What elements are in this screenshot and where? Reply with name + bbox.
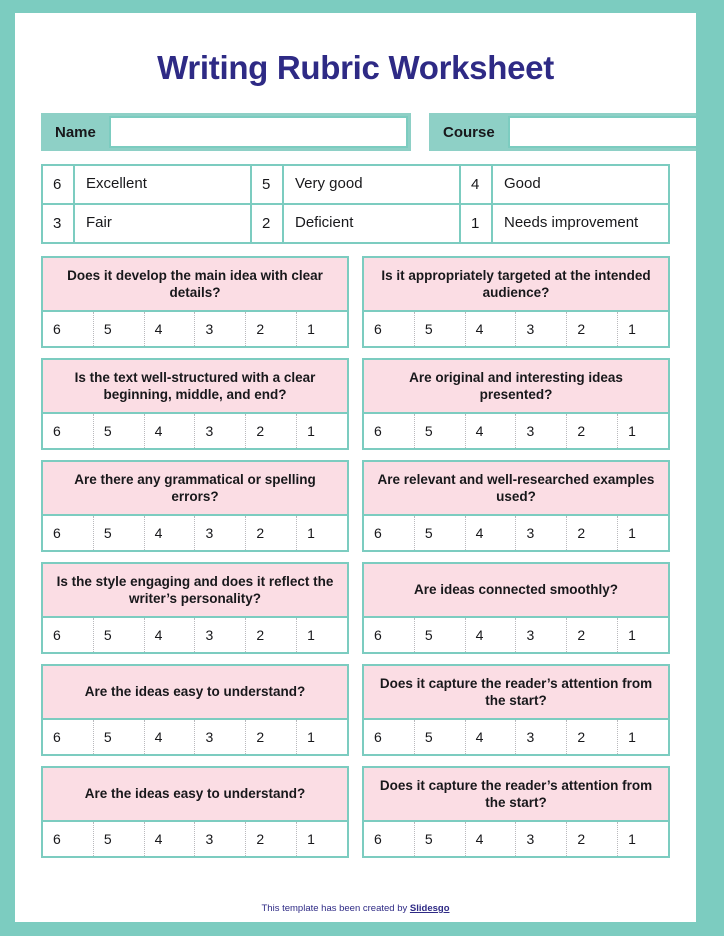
scale-score: 3 bbox=[43, 205, 75, 242]
question-text: Is it appropriately targeted at the intended audience? bbox=[364, 258, 668, 312]
score-option[interactable]: 1 bbox=[307, 423, 315, 439]
score-option[interactable]: 4 bbox=[466, 312, 517, 346]
question-text: Does it capture the reader’s attention from the start? bbox=[364, 666, 668, 720]
score-row bbox=[364, 720, 668, 754]
score-row bbox=[364, 618, 668, 652]
score-option[interactable]: 3 bbox=[195, 414, 246, 448]
question-card bbox=[41, 562, 349, 654]
question-text: Does it capture the reader’s attention from the start? bbox=[364, 768, 668, 822]
score-option[interactable]: 3 bbox=[516, 516, 567, 550]
score-row bbox=[43, 414, 347, 448]
score-option[interactable]: 6 bbox=[364, 720, 415, 754]
score-row bbox=[43, 720, 347, 754]
course-field-group bbox=[429, 113, 712, 151]
score-option[interactable]: 1 bbox=[628, 423, 636, 439]
score-option[interactable]: 4 bbox=[145, 312, 196, 346]
score-row bbox=[43, 516, 347, 550]
score-option[interactable]: 2 bbox=[246, 312, 297, 346]
name-field-group bbox=[41, 113, 411, 151]
score-option[interactable]: 6 bbox=[364, 618, 415, 652]
score-option[interactable]: 2 bbox=[567, 414, 618, 448]
score-option[interactable]: 3 bbox=[516, 312, 567, 346]
score-option[interactable]: 5 bbox=[415, 312, 466, 346]
question-text: Are relevant and well-researched examples used? bbox=[364, 462, 668, 516]
question-card bbox=[362, 460, 670, 552]
score-option[interactable]: 3 bbox=[195, 822, 246, 856]
score-row bbox=[364, 822, 668, 856]
score-option[interactable]: 2 bbox=[567, 516, 618, 550]
scale-label: Very good bbox=[284, 166, 461, 203]
score-option[interactable]: 6 bbox=[364, 414, 415, 448]
question-card bbox=[362, 664, 670, 756]
question-card bbox=[362, 562, 670, 654]
question-card bbox=[362, 256, 670, 348]
score-option[interactable]: 4 bbox=[466, 618, 517, 652]
score-row bbox=[364, 312, 668, 346]
score-option[interactable]: 4 bbox=[145, 720, 196, 754]
score-option[interactable]: 2 bbox=[246, 414, 297, 448]
score-option[interactable]: 5 bbox=[415, 516, 466, 550]
score-option[interactable]: 4 bbox=[466, 822, 517, 856]
footer-text: This template has been created by bbox=[261, 903, 410, 914]
score-option[interactable]: 6 bbox=[43, 516, 94, 550]
score-option[interactable]: 5 bbox=[94, 516, 145, 550]
score-option[interactable]: 6 bbox=[43, 414, 94, 448]
page-title: Writing Rubric Worksheet bbox=[157, 49, 554, 86]
score-option[interactable]: 5 bbox=[415, 720, 466, 754]
score-option[interactable]: 2 bbox=[246, 516, 297, 550]
score-option[interactable]: 3 bbox=[516, 618, 567, 652]
score-option[interactable]: 2 bbox=[567, 720, 618, 754]
slidesgo-link[interactable]: Slidesgo bbox=[409, 903, 450, 914]
scale-score: 1 bbox=[461, 205, 493, 242]
footer bbox=[41, 893, 670, 914]
score-option[interactable]: 4 bbox=[466, 414, 517, 448]
score-row bbox=[43, 312, 347, 346]
scale-score: 5 bbox=[252, 166, 284, 203]
question-text: Are there any grammatical or spelling errors? bbox=[43, 462, 347, 516]
scale-score: 6 bbox=[43, 166, 75, 203]
score-option[interactable]: 1 bbox=[628, 729, 636, 745]
score-option[interactable]: 3 bbox=[516, 822, 567, 856]
score-option[interactable]: 6 bbox=[364, 312, 415, 346]
question-text: Is the style engaging and does it reflect the writer’s personality? bbox=[43, 564, 347, 618]
score-option[interactable]: 1 bbox=[307, 525, 315, 541]
score-option[interactable]: 2 bbox=[567, 822, 618, 856]
score-option[interactable]: 5 bbox=[415, 414, 466, 448]
score-option[interactable]: 5 bbox=[94, 822, 145, 856]
score-option[interactable]: 2 bbox=[567, 312, 618, 346]
score-option[interactable]: 1 bbox=[628, 525, 636, 541]
score-option[interactable]: 1 bbox=[628, 321, 636, 337]
question-card bbox=[362, 358, 670, 450]
score-option[interactable]: 1 bbox=[307, 729, 315, 745]
score-option[interactable]: 3 bbox=[516, 720, 567, 754]
question-card bbox=[41, 664, 349, 756]
scale-label: Good bbox=[504, 175, 541, 193]
course-input[interactable] bbox=[508, 116, 709, 148]
name-label: Name bbox=[55, 123, 96, 141]
scale-score: 2 bbox=[252, 205, 284, 242]
score-option[interactable]: 4 bbox=[145, 516, 196, 550]
score-option[interactable]: 3 bbox=[195, 516, 246, 550]
scale-score: 4 bbox=[461, 166, 493, 203]
question-text: Are the ideas easy to understand? bbox=[43, 666, 347, 720]
scale-label: Fair bbox=[75, 205, 252, 242]
score-option[interactable]: 5 bbox=[94, 720, 145, 754]
score-option[interactable]: 1 bbox=[307, 627, 315, 643]
question-card bbox=[362, 766, 670, 858]
score-option[interactable]: 4 bbox=[466, 720, 517, 754]
score-option[interactable]: 1 bbox=[307, 831, 315, 847]
score-option[interactable]: 3 bbox=[516, 414, 567, 448]
worksheet-sheet bbox=[15, 13, 696, 922]
score-option[interactable]: 1 bbox=[307, 321, 315, 337]
score-row bbox=[43, 618, 347, 652]
scale-label: Excellent bbox=[75, 166, 252, 203]
score-option[interactable]: 5 bbox=[415, 618, 466, 652]
score-option[interactable]: 4 bbox=[466, 516, 517, 550]
score-option[interactable]: 4 bbox=[145, 822, 196, 856]
question-text: Are ideas connected smoothly? bbox=[364, 564, 668, 618]
scale-row bbox=[43, 205, 668, 242]
identity-row bbox=[41, 113, 670, 151]
score-option[interactable]: 1 bbox=[628, 831, 636, 847]
score-option[interactable]: 5 bbox=[94, 312, 145, 346]
course-label: Course bbox=[443, 123, 495, 141]
question-cards-grid bbox=[41, 256, 670, 858]
question-card bbox=[41, 766, 349, 858]
question-text: Are original and interesting ideas presented? bbox=[364, 360, 668, 414]
score-option[interactable]: 2 bbox=[567, 618, 618, 652]
score-option[interactable]: 5 bbox=[94, 414, 145, 448]
score-option[interactable]: 6 bbox=[43, 618, 94, 652]
score-option[interactable]: 6 bbox=[43, 312, 94, 346]
score-option[interactable]: 5 bbox=[94, 618, 145, 652]
scale-row bbox=[43, 166, 668, 205]
name-input[interactable] bbox=[109, 116, 408, 148]
score-option[interactable]: 3 bbox=[195, 720, 246, 754]
score-option[interactable]: 6 bbox=[43, 822, 94, 856]
question-text: Does it develop the main idea with clear details? bbox=[43, 258, 347, 312]
score-option[interactable]: 2 bbox=[246, 720, 297, 754]
question-card bbox=[41, 256, 349, 348]
score-option[interactable]: 2 bbox=[246, 822, 297, 856]
question-card bbox=[41, 358, 349, 450]
score-option[interactable]: 4 bbox=[145, 618, 196, 652]
scale-legend-table bbox=[41, 164, 670, 244]
score-row bbox=[364, 516, 668, 550]
question-text: Are the ideas easy to understand? bbox=[43, 768, 347, 822]
question-text: Is the text well-structured with a clear beginning, middle, and end? bbox=[43, 360, 347, 414]
score-row bbox=[364, 414, 668, 448]
score-option[interactable]: 5 bbox=[415, 822, 466, 856]
score-option[interactable]: 6 bbox=[364, 516, 415, 550]
score-row bbox=[43, 822, 347, 856]
score-option[interactable]: 3 bbox=[195, 312, 246, 346]
score-option[interactable]: 1 bbox=[628, 627, 636, 643]
scale-label: Needs improvement bbox=[504, 214, 639, 232]
score-option[interactable]: 6 bbox=[364, 822, 415, 856]
question-card bbox=[41, 460, 349, 552]
score-option[interactable]: 6 bbox=[43, 720, 94, 754]
scale-label: Deficient bbox=[284, 205, 461, 242]
score-option[interactable]: 4 bbox=[145, 414, 196, 448]
score-option[interactable]: 3 bbox=[195, 618, 246, 652]
score-option[interactable]: 2 bbox=[246, 618, 297, 652]
